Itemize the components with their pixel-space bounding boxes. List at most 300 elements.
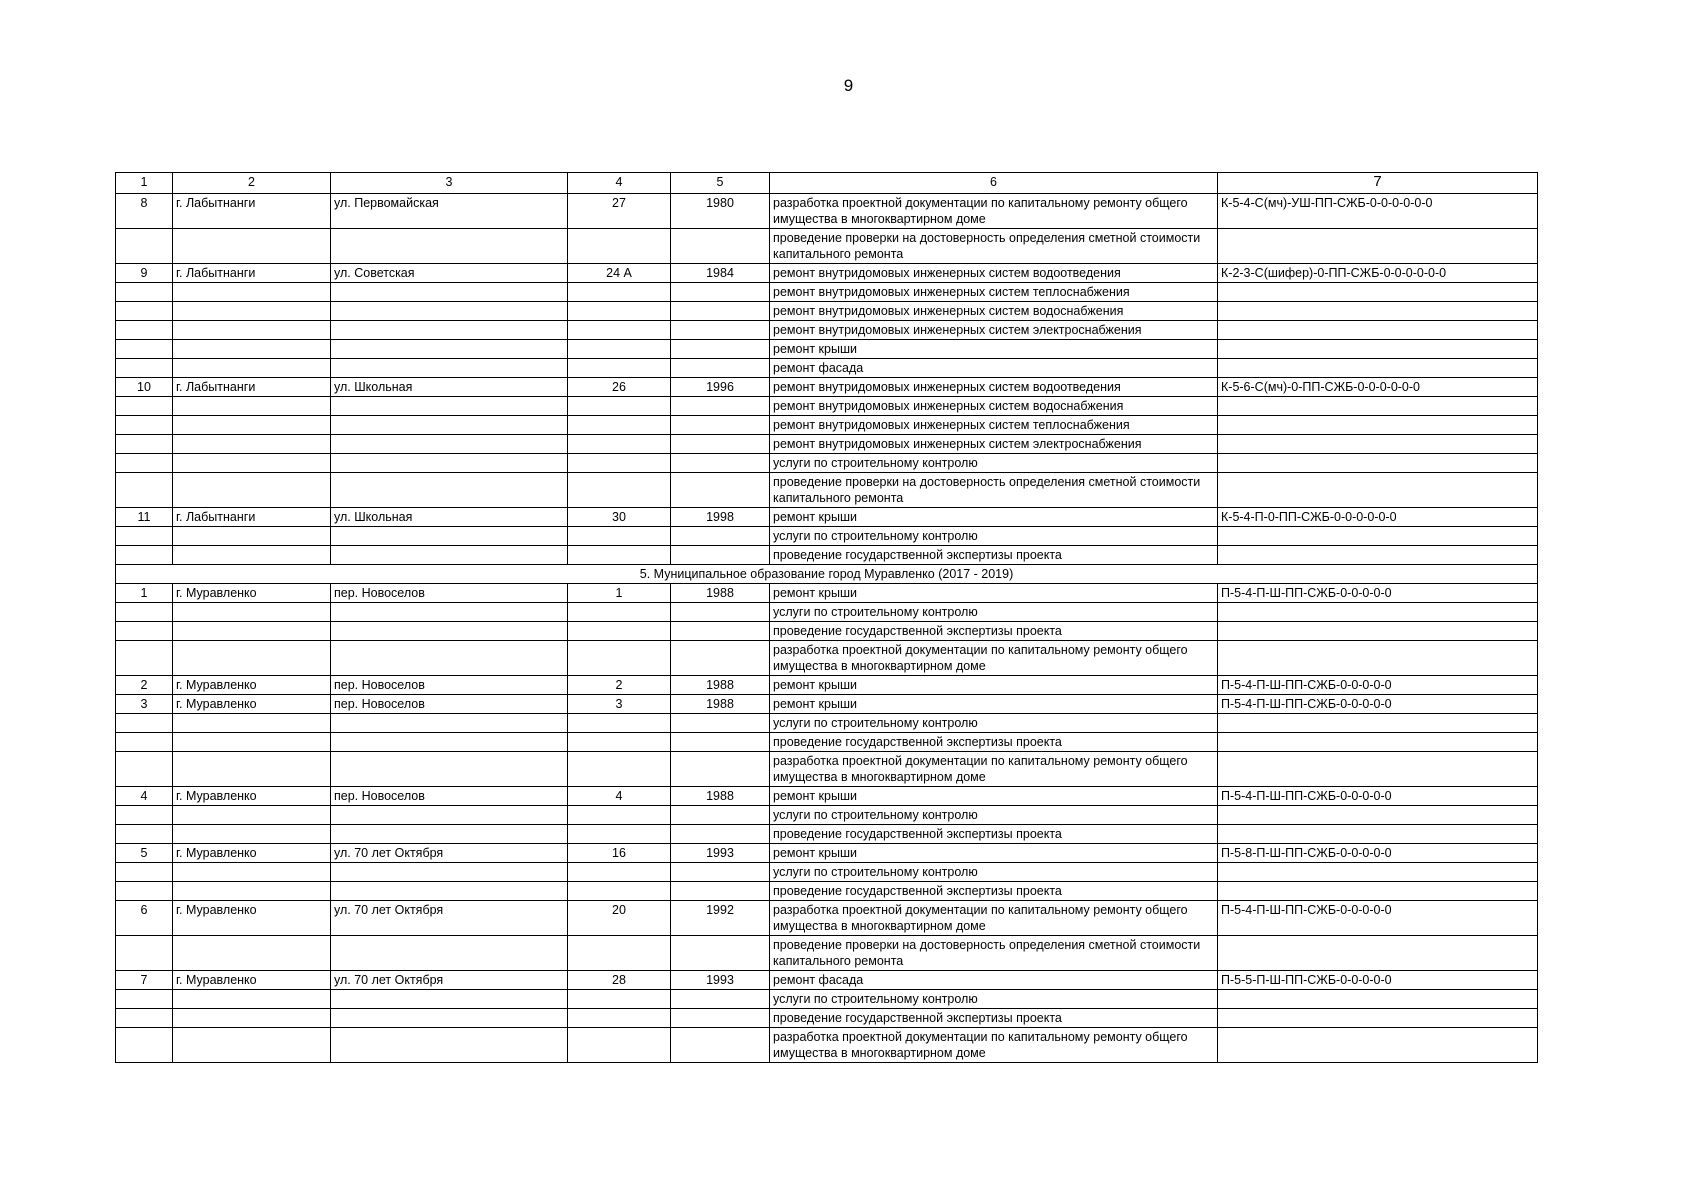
year-cell <box>671 359 770 378</box>
year-cell <box>671 546 770 565</box>
house-number-cell <box>568 340 671 359</box>
building-code-cell <box>1218 302 1538 321</box>
street-cell: ул. Советская <box>331 264 568 283</box>
row-number-cell: 5 <box>116 844 173 863</box>
house-number-cell <box>568 302 671 321</box>
city-cell <box>173 546 331 565</box>
header-cell-1: 1 <box>116 173 173 194</box>
table-row <box>116 901 1538 936</box>
building-code-cell <box>1218 1028 1538 1063</box>
row-number-cell <box>116 546 173 565</box>
work-type-cell: услуги по строительному контролю <box>770 454 1218 473</box>
table-row <box>116 641 1538 676</box>
building-code-cell: П-5-5-П-Ш-ПП-СЖБ-0-0-0-0-0 <box>1218 971 1538 990</box>
city-cell <box>173 806 331 825</box>
table-row <box>116 435 1538 454</box>
work-type-cell: разработка проектной документации по капитальному ремонту общего имущества в многоквартирном доме <box>770 1028 1218 1063</box>
street-cell <box>331 863 568 882</box>
building-code-cell <box>1218 397 1538 416</box>
city-cell: г. Муравленко <box>173 676 331 695</box>
row-number-cell <box>116 714 173 733</box>
house-number-cell: 24 А <box>568 264 671 283</box>
year-cell <box>671 936 770 971</box>
table-row <box>116 733 1538 752</box>
city-cell <box>173 752 331 787</box>
street-cell <box>331 603 568 622</box>
year-cell <box>671 302 770 321</box>
house-number-cell: 20 <box>568 901 671 936</box>
city-cell <box>173 882 331 901</box>
street-cell <box>331 454 568 473</box>
city-cell <box>173 622 331 641</box>
house-number-cell <box>568 714 671 733</box>
work-type-cell: ремонт внутридомовых инженерных систем водоотведения <box>770 264 1218 283</box>
building-code-cell <box>1218 936 1538 971</box>
row-number-cell <box>116 340 173 359</box>
row-number-cell <box>116 527 173 546</box>
year-cell <box>671 882 770 901</box>
table-row <box>116 787 1538 806</box>
year-cell <box>671 714 770 733</box>
city-cell <box>173 416 331 435</box>
table-row <box>116 229 1538 264</box>
street-cell: ул. 70 лет Октября <box>331 971 568 990</box>
house-number-cell <box>568 229 671 264</box>
row-number-cell <box>116 321 173 340</box>
row-number-cell <box>116 302 173 321</box>
row-number-cell <box>116 863 173 882</box>
row-number-cell: 10 <box>116 378 173 397</box>
row-number-cell <box>116 473 173 508</box>
work-type-cell: ремонт внутридомовых инженерных систем электроснабжения <box>770 321 1218 340</box>
year-cell <box>671 527 770 546</box>
table-row <box>116 936 1538 971</box>
row-number-cell <box>116 435 173 454</box>
year-cell <box>671 1009 770 1028</box>
work-type-cell: проведение государственной экспертизы проекта <box>770 733 1218 752</box>
building-code-cell: П-5-4-П-Ш-ПП-СЖБ-0-0-0-0-0 <box>1218 676 1538 695</box>
year-cell <box>671 229 770 264</box>
city-cell <box>173 936 331 971</box>
city-cell <box>173 863 331 882</box>
row-number-cell <box>116 882 173 901</box>
work-type-cell: ремонт крыши <box>770 676 1218 695</box>
table-row <box>116 714 1538 733</box>
building-code-cell <box>1218 229 1538 264</box>
building-code-cell <box>1218 359 1538 378</box>
table-row <box>116 622 1538 641</box>
house-number-cell <box>568 416 671 435</box>
year-cell <box>671 733 770 752</box>
work-type-cell: проведение государственной экспертизы проекта <box>770 882 1218 901</box>
year-cell <box>671 454 770 473</box>
header-row <box>116 173 1538 194</box>
row-number-cell <box>116 806 173 825</box>
row-number-cell: 7 <box>116 971 173 990</box>
work-type-cell: ремонт крыши <box>770 508 1218 527</box>
city-cell <box>173 283 331 302</box>
work-type-cell: разработка проектной документации по капитальному ремонту общего имущества в многоквартирном доме <box>770 901 1218 936</box>
street-cell <box>331 882 568 901</box>
building-code-cell: К-5-4-С(мч)-УШ-ПП-СЖБ-0-0-0-0-0-0 <box>1218 194 1538 229</box>
city-cell <box>173 302 331 321</box>
table-row <box>116 863 1538 882</box>
street-cell <box>331 340 568 359</box>
row-number-cell <box>116 622 173 641</box>
row-number-cell <box>116 752 173 787</box>
table-row <box>116 1028 1538 1063</box>
row-number-cell: 6 <box>116 901 173 936</box>
house-number-cell: 30 <box>568 508 671 527</box>
row-number-cell <box>116 416 173 435</box>
header-cell-4: 4 <box>568 173 671 194</box>
building-code-cell: К-5-4-П-0-ПП-СЖБ-0-0-0-0-0-0 <box>1218 508 1538 527</box>
table-row <box>116 752 1538 787</box>
table-row <box>116 546 1538 565</box>
repair-program-table <box>115 172 1538 1063</box>
house-number-cell <box>568 752 671 787</box>
building-code-cell: П-5-4-П-Ш-ПП-СЖБ-0-0-0-0-0 <box>1218 787 1538 806</box>
year-cell <box>671 825 770 844</box>
street-cell <box>331 714 568 733</box>
building-code-cell <box>1218 1009 1538 1028</box>
work-type-cell: разработка проектной документации по капитальному ремонту общего имущества в многоквартирном доме <box>770 641 1218 676</box>
year-cell <box>671 1028 770 1063</box>
building-code-cell <box>1218 825 1538 844</box>
building-code-cell <box>1218 733 1538 752</box>
table-row <box>116 378 1538 397</box>
building-code-cell <box>1218 416 1538 435</box>
house-number-cell: 16 <box>568 844 671 863</box>
table-row <box>116 527 1538 546</box>
building-code-cell <box>1218 641 1538 676</box>
year-cell <box>671 321 770 340</box>
city-cell: г. Муравленко <box>173 584 331 603</box>
building-code-cell: К-5-6-С(мч)-0-ПП-СЖБ-0-0-0-0-0-0 <box>1218 378 1538 397</box>
row-number-cell <box>116 603 173 622</box>
street-cell: пер. Новоселов <box>331 584 568 603</box>
year-cell: 1996 <box>671 378 770 397</box>
work-type-cell: ремонт крыши <box>770 844 1218 863</box>
house-number-cell: 4 <box>568 787 671 806</box>
building-code-cell <box>1218 473 1538 508</box>
street-cell <box>331 990 568 1009</box>
building-code-cell <box>1218 454 1538 473</box>
work-type-cell: ремонт внутридомовых инженерных систем теплоснабжения <box>770 283 1218 302</box>
year-cell <box>671 990 770 1009</box>
year-cell: 1984 <box>671 264 770 283</box>
city-cell: г. Муравленко <box>173 971 331 990</box>
row-number-cell <box>116 1009 173 1028</box>
city-cell <box>173 435 331 454</box>
house-number-cell <box>568 283 671 302</box>
city-cell: г. Муравленко <box>173 844 331 863</box>
house-number-cell <box>568 603 671 622</box>
city-cell <box>173 527 331 546</box>
building-code-cell <box>1218 752 1538 787</box>
table-row <box>116 695 1538 714</box>
row-number-cell: 8 <box>116 194 173 229</box>
city-cell <box>173 825 331 844</box>
table-row <box>116 603 1538 622</box>
work-type-cell: ремонт фасада <box>770 971 1218 990</box>
street-cell <box>331 546 568 565</box>
street-cell: ул. Школьная <box>331 508 568 527</box>
work-type-cell: проведение государственной экспертизы проекта <box>770 622 1218 641</box>
year-cell: 1980 <box>671 194 770 229</box>
work-type-cell: разработка проектной документации по капитальному ремонту общего имущества в многоквартирном доме <box>770 752 1218 787</box>
house-number-cell: 1 <box>568 584 671 603</box>
city-cell: г. Лабытнанги <box>173 508 331 527</box>
house-number-cell: 3 <box>568 695 671 714</box>
year-cell <box>671 622 770 641</box>
house-number-cell <box>568 546 671 565</box>
year-cell <box>671 340 770 359</box>
table-row <box>116 584 1538 603</box>
street-cell <box>331 825 568 844</box>
year-cell: 1988 <box>671 676 770 695</box>
house-number-cell <box>568 473 671 508</box>
city-cell <box>173 321 331 340</box>
table-row <box>116 416 1538 435</box>
house-number-cell: 28 <box>568 971 671 990</box>
row-number-cell <box>116 825 173 844</box>
city-cell <box>173 1009 331 1028</box>
building-code-cell: К-2-3-С(шифер)-0-ПП-СЖБ-0-0-0-0-0-0 <box>1218 264 1538 283</box>
row-number-cell <box>116 283 173 302</box>
header-cell-6: 6 <box>770 173 1218 194</box>
house-number-cell <box>568 435 671 454</box>
building-code-cell: П-5-4-П-Ш-ПП-СЖБ-0-0-0-0-0 <box>1218 901 1538 936</box>
building-code-cell <box>1218 882 1538 901</box>
table-row <box>116 302 1538 321</box>
header-cell-5: 5 <box>671 173 770 194</box>
city-cell <box>173 397 331 416</box>
city-cell: г. Муравленко <box>173 901 331 936</box>
work-type-cell: услуги по строительному контролю <box>770 714 1218 733</box>
street-cell <box>331 302 568 321</box>
house-number-cell <box>568 825 671 844</box>
year-cell <box>671 435 770 454</box>
work-type-cell: разработка проектной документации по капитальному ремонту общего имущества в многоквартирном доме <box>770 194 1218 229</box>
city-cell <box>173 1028 331 1063</box>
street-cell <box>331 229 568 264</box>
page-number: 9 <box>843 76 854 95</box>
section-row <box>116 565 1538 584</box>
table-row <box>116 359 1538 378</box>
work-type-cell: проведение проверки на достоверность определения сметной стоимости капитального ремонта <box>770 473 1218 508</box>
work-type-cell: ремонт внутридомовых инженерных систем теплоснабжения <box>770 416 1218 435</box>
street-cell: ул. Школьная <box>331 378 568 397</box>
year-cell: 1993 <box>671 971 770 990</box>
year-cell <box>671 863 770 882</box>
city-cell: г. Лабытнанги <box>173 378 331 397</box>
city-cell: г. Муравленко <box>173 787 331 806</box>
house-number-cell <box>568 1028 671 1063</box>
street-cell <box>331 359 568 378</box>
work-type-cell: услуги по строительному контролю <box>770 603 1218 622</box>
work-type-cell: проведение проверки на достоверность определения сметной стоимости капитального ремонта <box>770 229 1218 264</box>
table-body <box>116 194 1538 1063</box>
table-row <box>116 971 1538 990</box>
house-number-cell <box>568 397 671 416</box>
year-cell <box>671 752 770 787</box>
building-code-cell: П-5-4-П-Ш-ПП-СЖБ-0-0-0-0-0 <box>1218 695 1538 714</box>
house-number-cell <box>568 990 671 1009</box>
row-number-cell: 11 <box>116 508 173 527</box>
street-cell: ул. Первомайская <box>331 194 568 229</box>
house-number-cell <box>568 359 671 378</box>
table-row <box>116 676 1538 695</box>
year-cell: 1988 <box>671 584 770 603</box>
building-code-cell <box>1218 527 1538 546</box>
header-cell-2: 2 <box>173 173 331 194</box>
table-row <box>116 473 1538 508</box>
building-code-cell <box>1218 283 1538 302</box>
year-cell: 1992 <box>671 901 770 936</box>
city-cell <box>173 714 331 733</box>
header-cell-3: 3 <box>331 173 568 194</box>
street-cell <box>331 527 568 546</box>
work-type-cell: ремонт крыши <box>770 787 1218 806</box>
table-row <box>116 882 1538 901</box>
table-row <box>116 1009 1538 1028</box>
building-code-cell <box>1218 603 1538 622</box>
house-number-cell <box>568 882 671 901</box>
street-cell <box>331 641 568 676</box>
city-cell <box>173 359 331 378</box>
house-number-cell <box>568 622 671 641</box>
city-cell <box>173 473 331 508</box>
city-cell <box>173 454 331 473</box>
header-cell-7: 7 <box>1218 173 1538 194</box>
work-type-cell: проведение государственной экспертизы проекта <box>770 825 1218 844</box>
street-cell: пер. Новоселов <box>331 787 568 806</box>
work-type-cell: ремонт фасада <box>770 359 1218 378</box>
table-row <box>116 844 1538 863</box>
city-cell: г. Лабытнанги <box>173 194 331 229</box>
city-cell: г. Лабытнанги <box>173 264 331 283</box>
street-cell <box>331 397 568 416</box>
street-cell <box>331 936 568 971</box>
year-cell: 1988 <box>671 787 770 806</box>
year-cell <box>671 397 770 416</box>
table-row <box>116 194 1538 229</box>
street-cell <box>331 1028 568 1063</box>
house-number-cell <box>568 641 671 676</box>
table-row <box>116 321 1538 340</box>
work-type-cell: ремонт крыши <box>770 695 1218 714</box>
city-cell <box>173 641 331 676</box>
row-number-cell <box>116 936 173 971</box>
city-cell: г. Муравленко <box>173 695 331 714</box>
row-number-cell <box>116 454 173 473</box>
year-cell <box>671 641 770 676</box>
building-code-cell <box>1218 435 1538 454</box>
year-cell <box>671 473 770 508</box>
street-cell <box>331 435 568 454</box>
house-number-cell <box>568 863 671 882</box>
street-cell <box>331 473 568 508</box>
work-type-cell: ремонт внутридомовых инженерных систем электроснабжения <box>770 435 1218 454</box>
building-code-cell <box>1218 990 1538 1009</box>
house-number-cell <box>568 733 671 752</box>
house-number-cell <box>568 527 671 546</box>
row-number-cell <box>116 733 173 752</box>
street-cell <box>331 321 568 340</box>
table-row <box>116 264 1538 283</box>
work-type-cell: проведение государственной экспертизы проекта <box>770 546 1218 565</box>
building-code-cell: П-5-8-П-Ш-ПП-СЖБ-0-0-0-0-0 <box>1218 844 1538 863</box>
street-cell <box>331 752 568 787</box>
year-cell: 1998 <box>671 508 770 527</box>
house-number-cell: 26 <box>568 378 671 397</box>
table-row <box>116 508 1538 527</box>
year-cell <box>671 603 770 622</box>
city-cell <box>173 340 331 359</box>
work-type-cell: услуги по строительному контролю <box>770 806 1218 825</box>
table-row <box>116 283 1538 302</box>
row-number-cell <box>116 229 173 264</box>
house-number-cell: 27 <box>568 194 671 229</box>
street-cell: ул. 70 лет Октября <box>331 844 568 863</box>
building-code-cell <box>1218 806 1538 825</box>
street-cell: пер. Новоселов <box>331 676 568 695</box>
street-cell <box>331 622 568 641</box>
street-cell <box>331 1009 568 1028</box>
street-cell <box>331 416 568 435</box>
table-row <box>116 397 1538 416</box>
table-row <box>116 825 1538 844</box>
city-cell <box>173 990 331 1009</box>
building-code-cell <box>1218 321 1538 340</box>
city-cell <box>173 603 331 622</box>
work-type-cell: услуги по строительному контролю <box>770 527 1218 546</box>
house-number-cell <box>568 321 671 340</box>
work-type-cell: услуги по строительному контролю <box>770 990 1218 1009</box>
year-cell <box>671 806 770 825</box>
building-code-cell <box>1218 863 1538 882</box>
house-number-cell <box>568 806 671 825</box>
year-cell <box>671 283 770 302</box>
city-cell <box>173 229 331 264</box>
row-number-cell: 4 <box>116 787 173 806</box>
row-number-cell <box>116 397 173 416</box>
year-cell <box>671 416 770 435</box>
building-code-cell <box>1218 340 1538 359</box>
row-number-cell: 2 <box>116 676 173 695</box>
building-code-cell <box>1218 546 1538 565</box>
house-number-cell: 2 <box>568 676 671 695</box>
building-code-cell <box>1218 622 1538 641</box>
street-cell: ул. 70 лет Октября <box>331 901 568 936</box>
house-number-cell <box>568 454 671 473</box>
table-row <box>116 340 1538 359</box>
building-code-cell: П-5-4-П-Ш-ПП-СЖБ-0-0-0-0-0 <box>1218 584 1538 603</box>
work-type-cell: проведение проверки на достоверность определения сметной стоимости капитального ремонта <box>770 936 1218 971</box>
row-number-cell <box>116 990 173 1009</box>
street-cell <box>331 806 568 825</box>
work-type-cell: ремонт крыши <box>770 340 1218 359</box>
street-cell <box>331 733 568 752</box>
street-cell <box>331 283 568 302</box>
work-type-cell: услуги по строительному контролю <box>770 863 1218 882</box>
work-type-cell: проведение государственной экспертизы проекта <box>770 1009 1218 1028</box>
row-number-cell: 1 <box>116 584 173 603</box>
table-row <box>116 454 1538 473</box>
house-number-cell <box>568 1009 671 1028</box>
street-cell: пер. Новоселов <box>331 695 568 714</box>
